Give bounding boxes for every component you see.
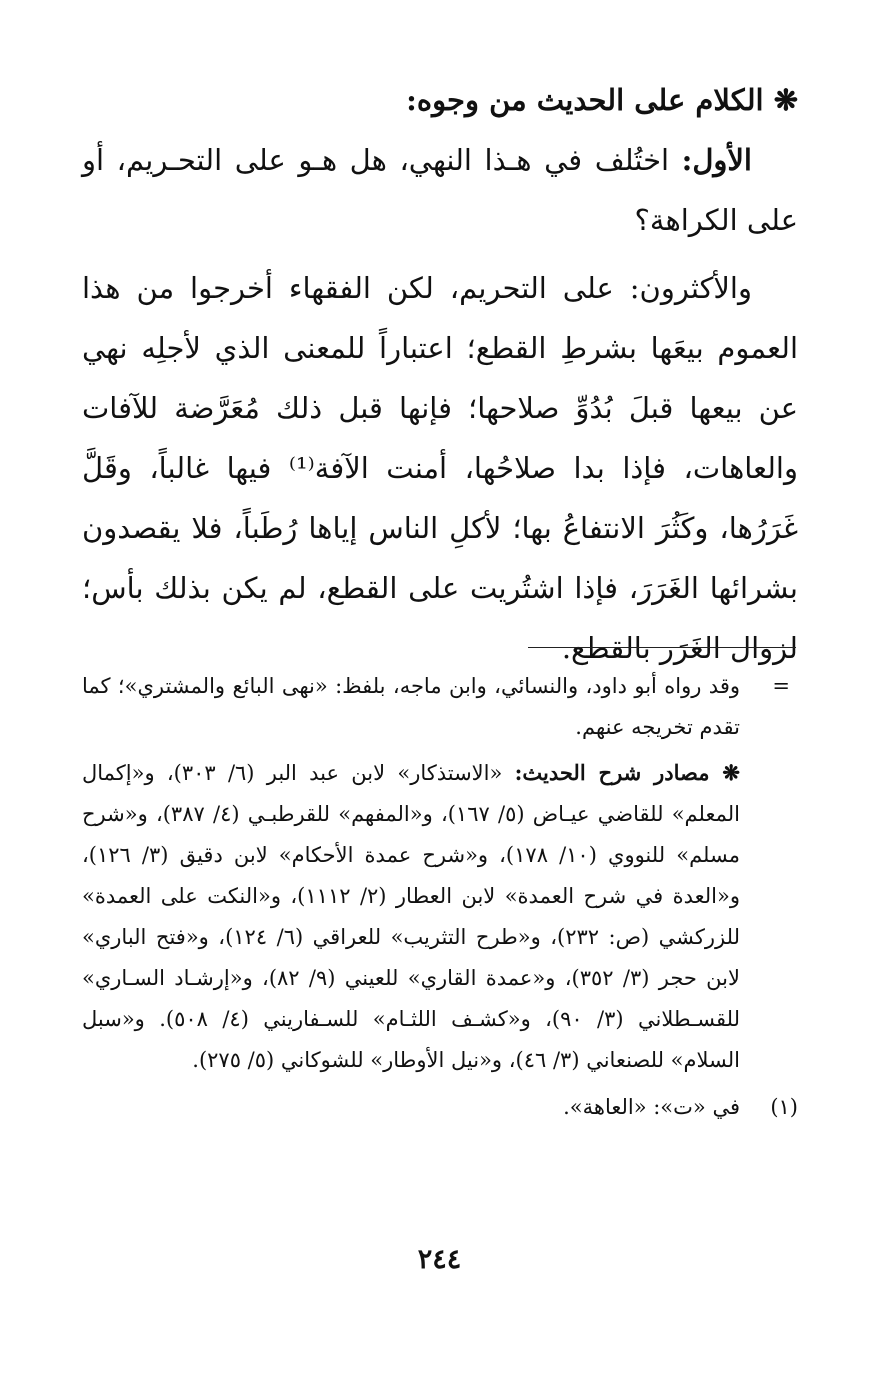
footnote-1 bbox=[82, 1087, 798, 1128]
sources-label: ❋ مصادر شرح الحديث: bbox=[514, 760, 740, 785]
hadith-commentary-sources bbox=[82, 752, 798, 1081]
footnote-text: في «ت»: «العاهة». bbox=[563, 1095, 740, 1119]
main-text-body bbox=[82, 70, 798, 678]
footnotes-section bbox=[82, 666, 798, 1128]
footnote-divider bbox=[528, 647, 796, 648]
footnote-number: (١) bbox=[770, 1095, 798, 1119]
continuation-marker: = bbox=[772, 674, 790, 698]
first-point-paragraph bbox=[82, 130, 798, 250]
majority-opinion-paragraph: والأكثرون: على التحريم، لكن الفقهاء أخرجوا من هذا العموم بيعَها بشرطِ القطع؛ اعتباراً للمعنى الذي لأجلِه نهي عن بيعها قبلَ بُدُوِّ صلاحها؛ فإنها قبل ذلك مُعَرَّضة للآفات والعاهات، فإذا بدا صلاحُها، أمنت الآفة⁽¹⁾ فيها غالباً، وقَلَّ غَرَرُها، وكَثُرَ الانتفاعُ بها؛ لأكلِ الناس إياها رُطَباً، فلا يقصدون بشرائها الغَرَرَ، فإذا اشتُريت على القطع، لم يكن بذلك بأس؛ لزوال الغَرَر بالقطع. bbox=[82, 271, 798, 665]
footnote-continuation bbox=[82, 666, 798, 748]
sources-list: «الاستذكار» لابن عبد البر (٦/ ٣٠٣)، و«إكمال المعلم» للقاضي عيـاض (٥/ ١٦٧)، و«المفهم» للقرطبـي (٤/ ٣٨٧)، و«شرح مسلم» للنووي (١٠/ ١٧٨)، و«شرح عمدة الأحكام» لابن دقيق (٣/ ١٢٦)، و«العدة في شرح العمدة» لابن العطار (٢/ ١١١٢)، و«النكت على العمدة» للزركشي (ص: ٢٣٢)، و«طرح التثريب» للعراقي (٦/ ١٢٤)، و«فتح الباري» لابن حجر (٣/ ٣٥٢)، و«عمدة القاري» للعيني (٩/ ٨٢)، و«إرشـاد السـاري» للقسـطلاني (٣/ ٩٠)، و«كشـف اللثـام» للسـفاريني (٤/ ٥٠٨). و«سبل السلام» للصنعاني (٣/ ٤٦)، و«نيل الأوطار» للشوكاني (٥/ ٢٧٥). bbox=[82, 761, 740, 1072]
continuation-text: وقد رواه أبو داود، والنسائي، وابن ماجه، بلفظ: «نهى البائع والمشتري»؛ كما تقدم تخريجه عنهم. bbox=[82, 674, 740, 739]
first-point-text: اختُلف في هـذا النهي، هل هـو على التحـريم، أو على الكراهة؟ bbox=[82, 143, 798, 237]
first-point-label: الأول: bbox=[681, 143, 752, 177]
page-number: ٢٤٤ bbox=[417, 1244, 462, 1275]
section-heading: ❋ الكلام على الحديث من وجوه: bbox=[406, 83, 798, 117]
